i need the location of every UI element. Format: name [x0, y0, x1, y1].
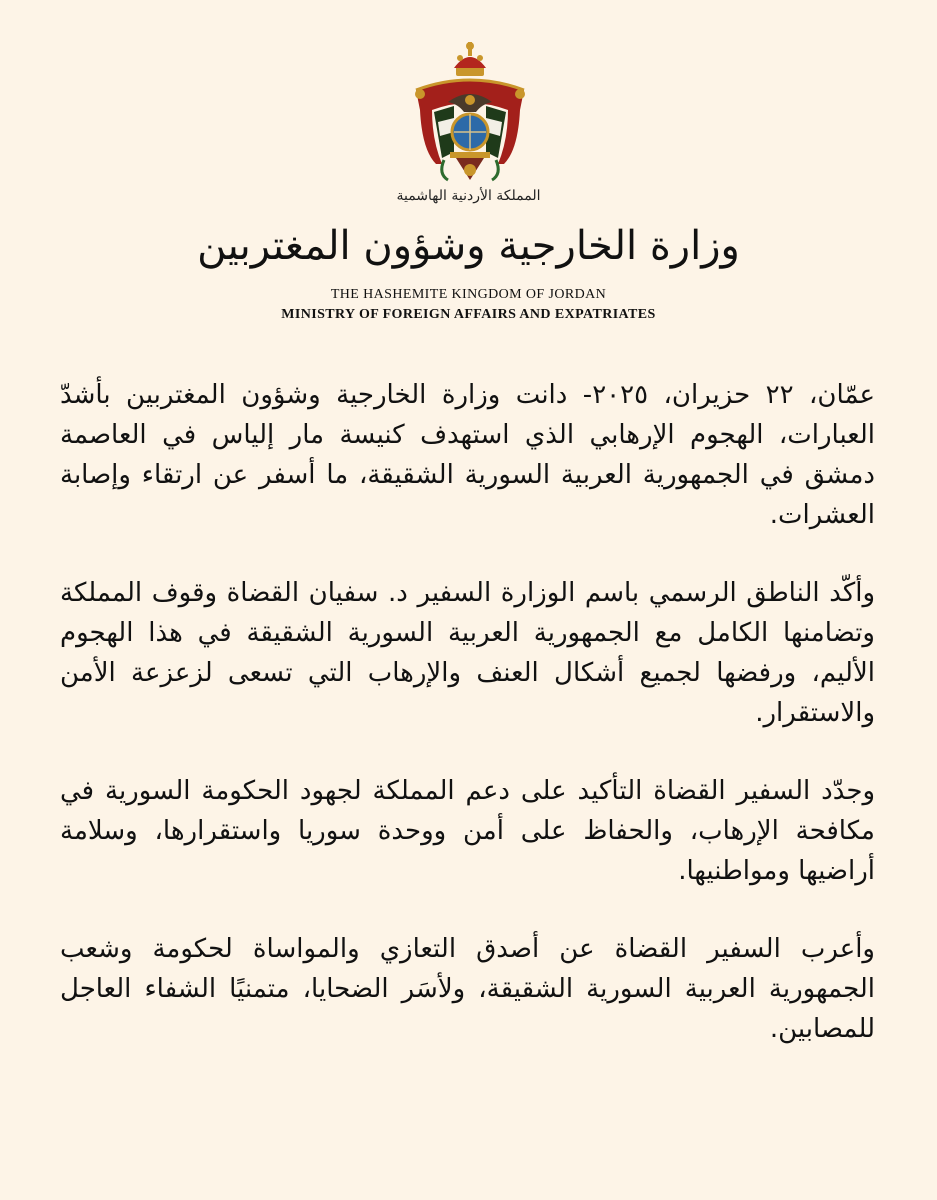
- jordan-coat-of-arms-icon: [408, 40, 532, 188]
- statement-body: [60, 375, 875, 1087]
- statement-paragraph-4: وأعرب السفير القضاة عن أصدق التعازي والمواساة لحكومة وشعب الجمهورية العربية السورية الشقيقة، ولأسَر الضحايا، متمنيًا الشفاء العاجل للمصابين.: [60, 934, 875, 1044]
- statement-paragraph-1: عمّان، ٢٢ حزيران، ٢٠٢٥- دانت وزارة الخارجية وشؤون المغتربين بأشدّ العبارات، الهجوم الإرهابي الذي استهدف كنيسة مار إلياس في العاصمة دمشق في الجمهورية العربية السورية الشقيقة، ما أسفر عن ارتقاء وإصابة العشرات.: [60, 380, 875, 530]
- arabic-ministry-name: وزارة الخارجية وشؤون المغتربين: [197, 223, 740, 269]
- statement-paragraph-2: وأكّد الناطق الرسمي باسم الوزارة السفير د. سفيان القضاة وقوف المملكة وتضامنها الكامل مع الجمهورية العربية السورية الشقيقة في هذا الهجوم الأليم، ورفضها لجميع أشكال العنف والإرهاب التي تسعى لزعزعة الأمن والاستقرار.: [60, 578, 875, 728]
- english-kingdom-name: THE HASHEMITE KINGDOM OF JORDAN: [330, 287, 607, 302]
- english-ministry-name: MINISTRY OF FOREIGN AFFAIRS AND EXPATRIATES: [281, 307, 656, 322]
- arabic-kingdom-name: المملكة الأردنية الهاشمية: [396, 188, 541, 204]
- letterhead: [0, 0, 937, 340]
- crown-icon: [454, 42, 486, 76]
- statement-paragraph-3: وجدّد السفير القضاة التأكيد على دعم المملكة لجهود الحكومة السورية في مكافحة الإرهاب، والحفاظ على أمن ووحدة سوريا واستقرارها، وسلامة أراضيها ومواطنيها.: [60, 776, 875, 886]
